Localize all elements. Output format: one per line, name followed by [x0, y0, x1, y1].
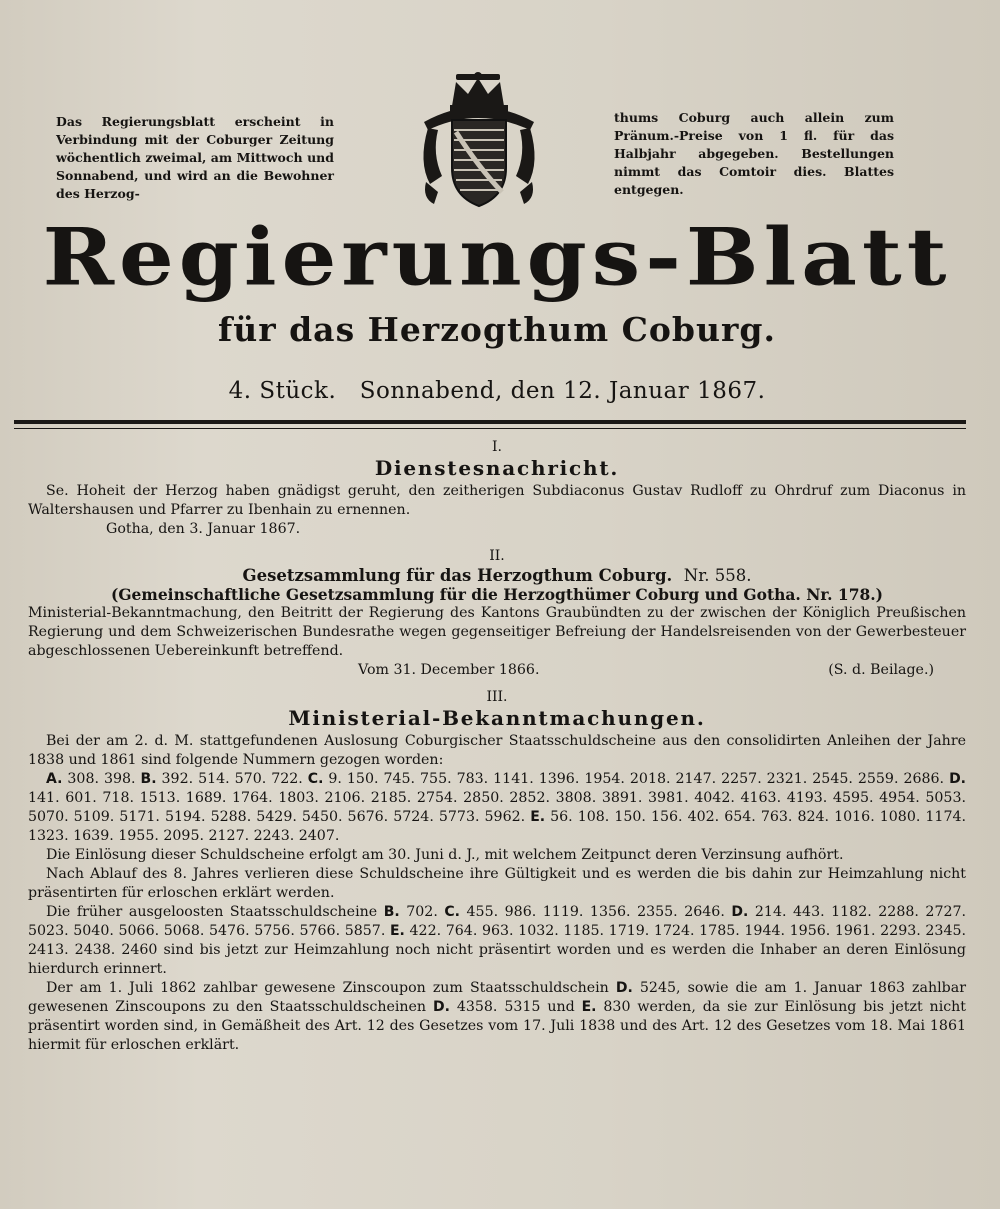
- series-a-label: A.: [46, 771, 63, 787]
- para-4-d-numbers: 214. 443. 1182. 2288. 2727. 5023. 5040. 5066. 5068. 5476. 5756. 5766. 5857.: [28, 904, 967, 939]
- section-2-nr: Nr. 558.: [683, 566, 752, 585]
- para-5-series-e: E.: [581, 999, 597, 1015]
- series-b-numbers: 392. 514. 570. 722.: [161, 771, 303, 787]
- article-body: [28, 438, 966, 1055]
- header-rule-thick: [14, 420, 966, 424]
- series-c-numbers: 9. 150. 745. 755. 783. 1141. 1396. 1954. 2018. 2147. 2257. 2321. 2545. 2559. 2686.: [328, 771, 945, 787]
- section-3-para-2: Die Einlösung dieser Schuldscheine erfolgt am 30. Juni d. J., mit welchem Zeitpunct deren Verzinsung aufhört.: [46, 847, 844, 863]
- para-5-part-d: 830 werden, da sie zur Einlösung bis jetzt nicht präsentirt worden sind, in Gemäßheit des Art. 12 des Gesetzes vom 17. Juli 1838 und des Art. 12 des Gesetzes vom 18. Mai 1861 hiermit für erloschen erklärt.: [28, 999, 967, 1053]
- section-2-title: [28, 566, 966, 585]
- section-3-title: Ministerial-Bekanntmachungen.: [288, 706, 706, 730]
- section-2-date: Vom 31. December 1866.: [358, 662, 540, 678]
- series-c-label: C.: [307, 771, 324, 787]
- ducal-coat-of-arms: [412, 72, 547, 212]
- issue-date: Sonnabend, den 12. Januar 1867.: [359, 378, 766, 404]
- para-5-series-d-1: D.: [615, 980, 633, 996]
- drawn-numbers-list: [28, 770, 966, 846]
- para-4-series-b: B.: [383, 904, 400, 920]
- series-e-numbers: 56. 108. 150. 156. 402. 654. 763. 824. 1016. 1080. 1174. 1323. 1639. 1955. 2095. 2127. 2243. 2407.: [28, 809, 967, 844]
- section-1-number: I.: [492, 439, 502, 455]
- section-1-text: Se. Hoheit der Herzog haben gnädigst geruht, den zeitherigen Subdiaconus Gustav Rudloff zu Ohrdruf zum Diaconus in Waltershausen und Pfarrer zu Ibenhain zu ernennen.: [28, 483, 966, 518]
- masthead-subtitle: für das Herzogthum Coburg.: [218, 310, 776, 349]
- section-2-title-text: Gesetzsammlung für das Herzogthum Coburg.: [242, 566, 673, 585]
- para-4-series-d: D.: [731, 904, 749, 920]
- series-e-label: E.: [530, 809, 546, 825]
- section-2-number: II.: [489, 548, 505, 564]
- para-4-series-e: E.: [389, 923, 405, 939]
- section-1-date: Gotha, den 3. Januar 1867.: [106, 521, 301, 537]
- para-4-b-numbers: 702.: [406, 904, 438, 920]
- section-3-para-4: [28, 903, 966, 979]
- para-5-part-c: 4358. 5315 und: [456, 999, 575, 1015]
- para-4-e-numbers: 422. 764. 963. 1032. 1185. 1719. 1724. 1785. 1944. 1956. 1961. 2293. 2345. 2413. 2438. 2460 sind bis jetzt zur Heimzahlung noch nicht präsentirt worden und es werden die Inhaber an deren Einlösung hierdurch erinnert.: [28, 923, 967, 977]
- para-4-c-numbers: 455. 986. 1119. 1356. 2355. 2646.: [466, 904, 725, 920]
- subscription-notice-left: Das Regierungsblatt erscheint in Verbindung mit der Coburger Zeitung wöchentlich zweimal, am Mittwoch und Sonnabend, und wird an die Bewohner des Herzog-: [56, 113, 334, 201]
- masthead-area: [14, 0, 980, 404]
- section-2-text: Ministerial-Bekanntmachung, den Beitritt der Regierung des Kantons Graubündten zu der zwischen der Königlich Preußischen Regierung und dem Schweizerischen Bundesrathe wegen gegenseitiger Befreiung der Handelsreisenden von der Gewerbesteuer abgeschlossenen Uebereinkunft betreffend.: [28, 605, 966, 659]
- para-5-part-a: Der am 1. Juli 1862 zahlbar gewesene Zinscoupon zum Staatsschuldschein: [46, 980, 609, 996]
- para-4-series-c: C.: [444, 904, 460, 920]
- issue-number: 4. Stück.: [228, 378, 337, 404]
- section-1-title: Dienstesnachricht.: [374, 456, 620, 480]
- series-d-label: D.: [949, 771, 967, 787]
- series-a-numbers: 308. 398.: [67, 771, 136, 787]
- section-2-footer: [28, 661, 966, 680]
- series-b-label: B.: [140, 771, 157, 787]
- section-3-number: III.: [486, 689, 508, 705]
- section-2-note: (S. d. Beilage.): [828, 662, 934, 678]
- header-rule-thin: [14, 428, 966, 429]
- para-5-part-b: 5245, sowie die am 1. Januar 1863 zahlbar gewesenen Zinscoupons zu den Staatsschuldscheinen: [28, 980, 966, 1015]
- section-2-subtitle: (Gemeinschaftliche Gesetzsammlung für die Herzogthümer Coburg und Gotha. Nr. 178.): [110, 585, 884, 604]
- subscription-notice-right: thums Coburg auch allein zum Pränum.-Preise von 1 fl. für das Halbjahr abgegeben. Bestellungen nimmt das Comtoir dies. Blattes entgegen.: [614, 109, 894, 197]
- para-4-intro: Die früher ausgeloosten Staatsschuldscheine: [46, 904, 378, 920]
- para-5-series-d-2: D.: [432, 999, 450, 1015]
- section-3-para-1: Bei der am 2. d. M. stattgefundenen Auslosung Coburgischer Staatsschuldscheine aus den consolidirten Anleihen der Jahre 1838 und 1861 sind folgende Nummern gezogen worden:: [28, 733, 966, 768]
- issue-line: [14, 378, 980, 404]
- section-3-para-5: [28, 979, 966, 1055]
- section-3-para-3: Nach Ablauf des 8. Jahres verlieren diese Schuldscheine ihre Gültigkeit und es werden die bis dahin zur Heimzahlung nicht präsentirten für erloschen erklärt werden.: [28, 866, 966, 901]
- series-d-numbers: 141. 601. 718. 1513. 1689. 1764. 1803. 2106. 2185. 2754. 2850. 2852. 3808. 3891. 3981. 4042. 4163. 4193. 4595. 4954. 5053. 5070. 5109. 5171. 5194. 5288. 5429. 5450. 5676. 5724. 5773. 5962.: [28, 790, 966, 825]
- masthead-title: Regierungs-Blatt: [42, 211, 952, 304]
